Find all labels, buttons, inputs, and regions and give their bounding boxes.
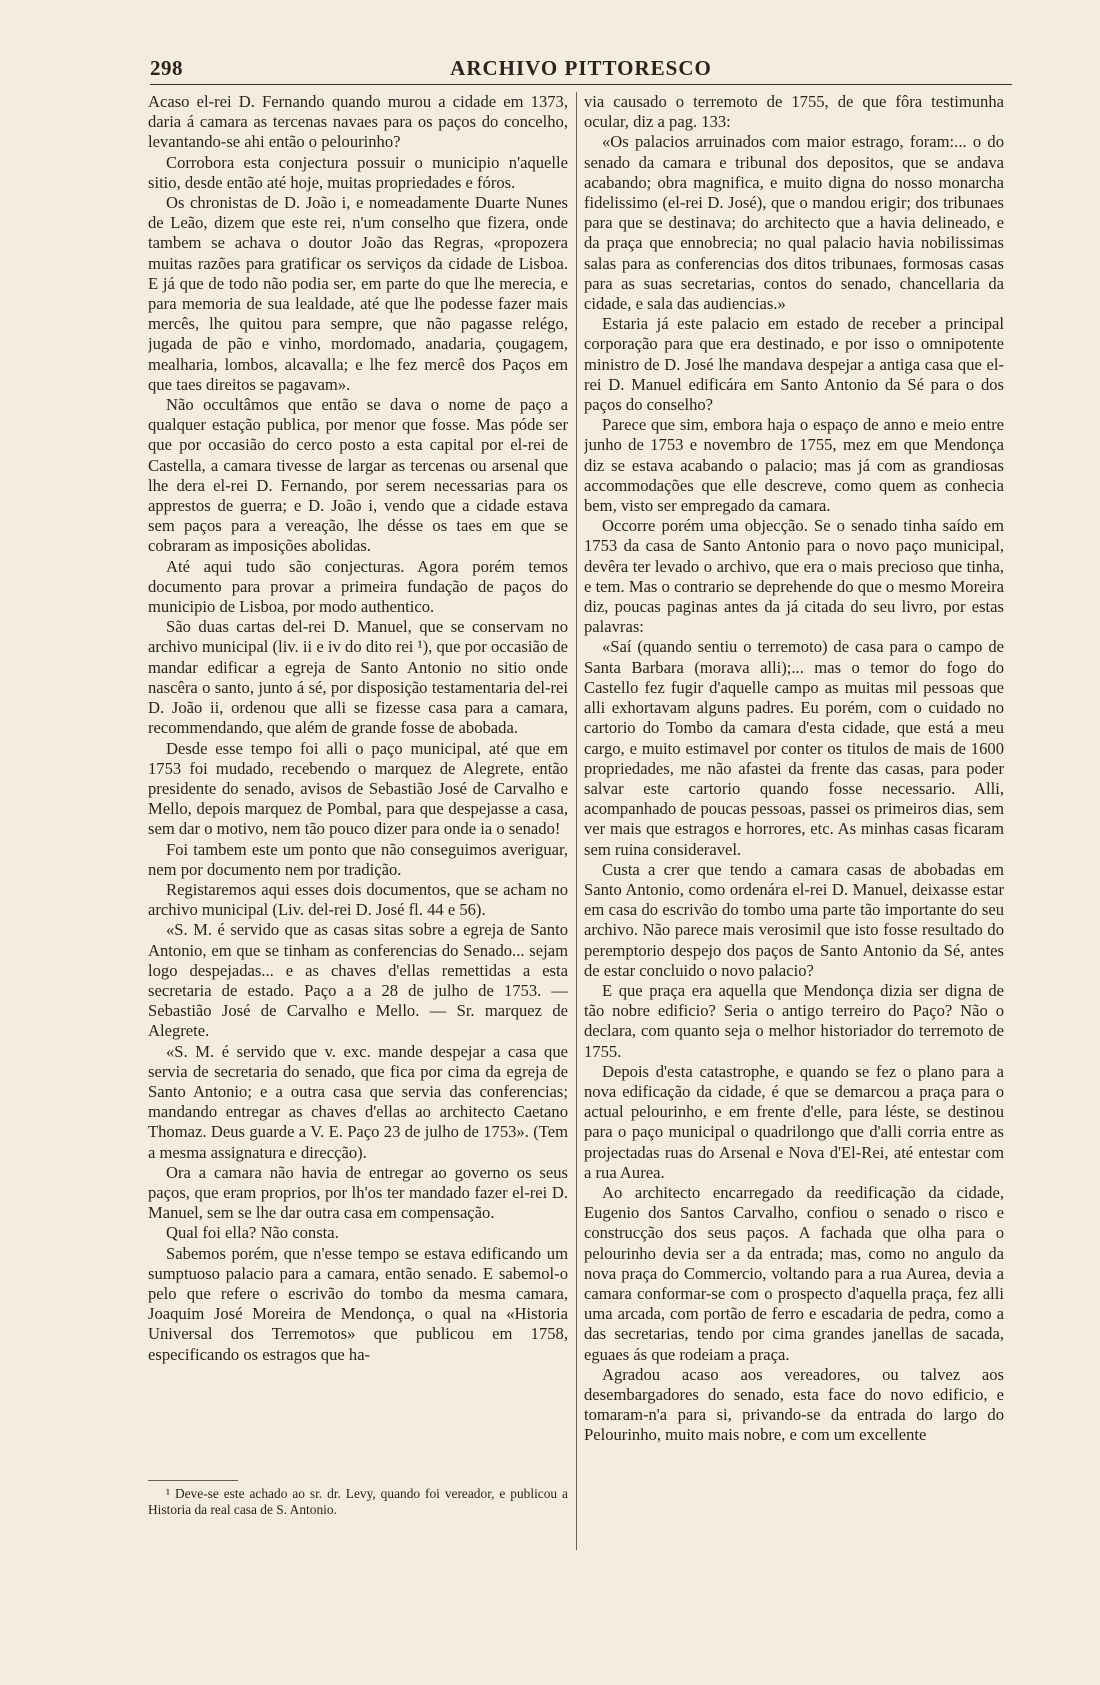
paragraph: Ao architecto encarregado da reedificação da cidade, Eugenio dos Santos Carvalho, confiou o senado o risco e construcção dos seus paços. A fachada que olha para o pelourinho devia ser a da entrada; mas, como no angulo da nova praça do Commercio, voltando para a rua Aurea, devia a camara conformar-se com o prospecto d'aquella praça, fez alli uma arcada, com portão de ferro e escadaria de pedra, como a das secretarias, tendo por cima grandes janellas de sacada, eguaes ás que rodeiam a praça. (584, 1182, 1004, 1364)
page-number: 298 (150, 56, 183, 80)
paragraph: Foi tambem este um ponto que não conseguimos averiguar, nem por documento nem por tradição. (148, 839, 568, 879)
paragraph: Corrobora esta conjectura possuir o municipio n'aquelle sitio, desde então até hoje, muitas propriedades e fóros. (148, 152, 568, 192)
paragraph: Não occultâmos que então se dava o nome de paço a qualquer estação publica, por menor que fosse. Mas póde ser que por occasião do cerco posto a esta capital por el-rei de Castella, a camara tivesse de largar as tercenas ou arsenal que lhe dera el-rei D. Fernando, por serem necessarias para os apprestos de guerra; e D. João i, vendo que a cidade estava sem paços para a vereação, lhe désse os taes em que se cobraram as imposições abolidas. (148, 395, 568, 556)
paragraph: Qual foi ella? Não consta. (166, 1223, 339, 1243)
paragraph: Registaremos aqui esses dois documentos, que se acham no archivo municipal (Liv. del-rei D. José fl. 44 e 56). (148, 879, 568, 920)
paragraph: Até aqui tudo são conjecturas. Agora porém temos documento para provar a primeira fundação de paços do municipio de Lisboa, por modo authentico. (148, 556, 568, 617)
paragraph: Os chronistas de D. João i, e nomeadamente Duarte Nunes de Leão, dizem que este rei, n'um conselho que fizera, onde tambem se achava o doutor João das Regras, «propozera muitas razões para gratificar os serviços da cidade de Lisboa. E já que de todo não podia ser, em parte do que lhe merecia, e para memoria de sua lealdade, até que lhe podesse fazer mais mercês, lhe quitou para sempre, que não pagasse relégo, jugada de pão e vinho, mordomado, anadaria, çougagem, mealharia, lombos, alcavalla; e lhe fez mercê dos Paços em que taes direitos se pagavam». (148, 193, 568, 394)
footnote: ¹ Deve-se este achado ao sr. dr. Levy, quando foi vereador, e publicou a Historia da real casa de S. Antonio. (148, 1486, 568, 1517)
paragraph: Parece que sim, embora haja o espaço de anno e meio entre junho de 1753 e novembro de 1755, mez em que Mendonça diz se estava acabando o palacio; mas já com as grandiosas accommodações que elle descreve, como quem as conhecia bem, visto ser empregado da camara. (584, 415, 1004, 516)
right-column (584, 92, 1004, 1562)
paragraph: Custa a crer que tendo a camara casas de abobadas em Santo Antonio, como ordenára el-rei D. Manuel, deixasse estar em casa do escrivão do tombo uma parte tão importante do seu archivo. Não parece mais verosimil que isto fosse resultado do peremptorio despejo dos paços de Santo Antonio da Sé, antes de estar concluido o novo palacio? (584, 859, 1004, 980)
paragraph: E que praça era aquella que Mendonça dizia ser digna de tão nobre edificio? Seria o antigo terreiro do Paço? Não o declara, com quanto seja o melhor historiador do terremoto de 1755. (584, 980, 1004, 1061)
running-title: ARCHIVO PITTORESCO (450, 56, 712, 80)
paragraph: Desde esse tempo foi alli o paço municipal, até que em 1753 foi mudado, recebendo o marquez de Alegrete, então presidente do senado, avisos de Sebastião José de Carvalho e Mello, depois marquez de Pombal, para que despejasse a casa, sem dar o motivo, nem tão pouco dizer para onde ia o senado! (148, 738, 568, 839)
paragraph: via causado o terremoto de 1755, de que fôra testimunha ocular, diz a pag. 133: (584, 92, 1004, 132)
page-header (150, 56, 1012, 82)
paragraph: «S. M. é servido que v. exc. mande despejar a casa que servia de secretaria do senado, que fica por cima da egreja de Santo Antonio; e a outra casa que servia das conferencias; mandando entregar as chaves d'ellas ao architecto Caetano Thomaz. Deus guarde a V. E. Paço 23 de julho de 1753». (Tem a mesma assignatura e direcção). (148, 1041, 568, 1162)
paragraph: Estaria já este palacio em estado de receber a principal corporação para que era destinado, e por isso o omnipotente ministro de D. José lhe mandava despejar a antiga casa que el-rei D. Manuel edificára em Santo Antonio da Sé para o dos paços do conselho? (584, 314, 1004, 415)
paragraph: Occorre porém uma objecção. Se o senado tinha saído em 1753 da casa de Santo Antonio para o novo paço municipal, devêra ter levado o archivo, que era o mais precioso que tinha, e tem. Mas o contrario se deprehende do que o mesmo Moreira diz, poucas paginas antes da já citada do seu livro, por estas palavras: (584, 516, 1004, 637)
paragraph: «Saí (quando sentiu o terremoto) de casa para o campo de Santa Barbara (morava alli);... mas o temor do fogo do Castello fez fugir d'aquelle campo as muitas mil pessoas que alli exhortavam alguns padres. Eu porém, com o cuidado no cartorio do Tombo da camara d'esta cidade, que está a meu cargo, e muito estimavel por conter os titulos de mais de 1600 propriedades, me não afastei da frente das casas, para poder salvar este cartorio quando fosse necessario. Alli, acompanhado de poucas pessoas, passei os primeiros dias, sem ver mais que estragos e horrores, etc. As minhas casas ficaram sem ruina consideravel. (584, 637, 1004, 859)
paragraph: Depois d'esta catastrophe, e quando se fez o plano para a nova edificação da cidade, é que se demarcou a praça para o actual pelourinho, e em frente d'elle, para léste, se destinou para o paço municipal o quadrilongo que d'alli corria entre as projectadas ruas do Arsenal e Nova d'El-Rei, até entestar com a rua Aurea. (584, 1061, 1004, 1182)
header-rule (150, 84, 1012, 85)
left-column (148, 92, 568, 1562)
paragraph: «S. M. é servido que as casas sitas sobre a egreja de Santo Antonio, em que se tinham as conferencias do Senado... sejam logo despejadas... e as chaves d'ellas remettidas a esta secretaria de estado. Paço a a 28 de julho de 1753. — Sebastião José de Carvalho e Mello. — Sr. marquez de Alegrete. (148, 920, 568, 1041)
paragraph: Acaso el-rei D. Fernando quando murou a cidade em 1373, daria á camara as tercenas navaes para os paços do concelho, levantando-se ahi então o pelourinho? (148, 92, 568, 152)
column-divider (576, 92, 577, 1550)
paragraph: Sabemos porém, que n'esse tempo se estava edificando um sumptuoso palacio para a camara, então senado. E sabemol-o pelo que refere o escrivão do tombo da mesma camara, Joaquim José Moreira de Mendonça, o qual na «Historia Universal dos Terremotos» que publicou em 1758, especificando os estragos que ha- (148, 1243, 568, 1364)
paragraph: Agradou acaso aos vereadores, ou talvez aos desembargadores do senado, esta face do novo edificio, e tomaram-n'a para si, privando-se da entrada do largo do Pelourinho, muito mais nobre, e com um excellente (584, 1364, 1004, 1445)
paragraph: Ora a camara não havia de entregar ao governo os seus paços, que eram proprios, por lh'os ter mandado fazer el-rei D. Manuel, sem se lhe dar outra casa em compensação. (148, 1162, 568, 1223)
footnote-rule (148, 1480, 238, 1481)
paragraph: «Os palacios arruinados com maior estrago, foram:... o do senado da camara e tribunal dos depositos, que se andava acabando; obra magnifica, e muito digna do nosso monarcha fidelissimo (el-rei D. José), que o mandou erigir; dos tribunaes para que se destinava; do architecto que a havia delineado, e da praça que ennobrecia; no qual palacio havia nobilissimas salas para as conferencias dos ditos tribunaes, formosas casas para as suas secretarias, contos do senado, chancellaria da cidade, e sala das audiencias.» (584, 132, 1004, 314)
paragraph: São duas cartas del-rei D. Manuel, que se conservam no archivo municipal (liv. ii e iv do dito rei ¹), que por occasião de mandar edificar a egreja de Santo Antonio no sitio onde nascêra o santo, junto á sé, por disposição testamentaria del-rei D. João ii, ordenou que alli se fizesse casa para a camara, recommendando, que além de grande fosse de abobada. (148, 617, 568, 738)
